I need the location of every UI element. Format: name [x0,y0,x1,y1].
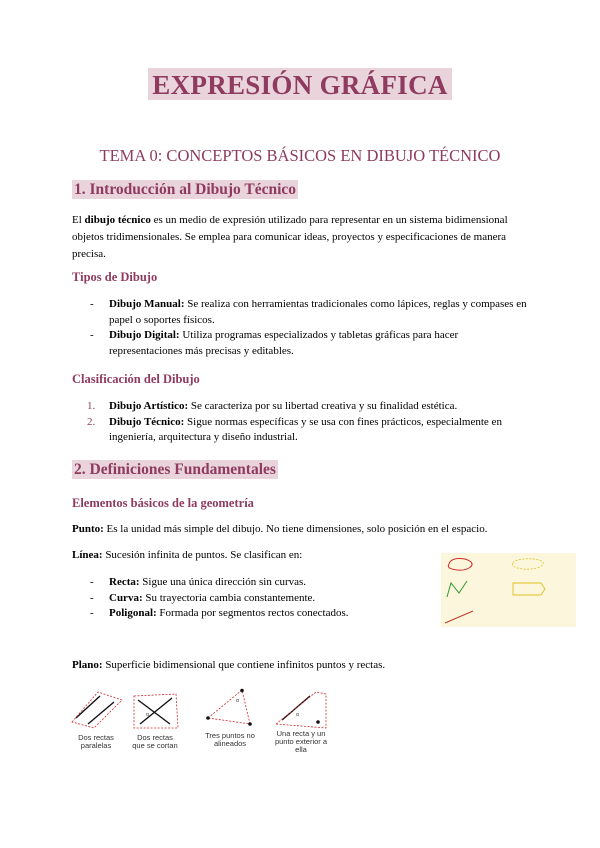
plane-caption: Una recta y un punto exterior a ella [274,729,328,754]
item-term: Dibujo Digital: [109,329,180,342]
plano-label: Plano: [72,659,103,671]
document-subtitle: TEMA 0: CONCEPTOS BÁSICOS EN DIBUJO TÉCNICO [99,146,501,165]
item-term: Curva: [109,591,143,604]
list-item [72,606,432,622]
plane-caption: Dos rectas que se cortan [132,733,178,750]
list-marker: - [90,607,94,620]
list-item [72,328,532,359]
section-1-heading-text: 1. Introducción al Dibujo Técnico [74,181,297,198]
plane-figures-drawing [70,688,340,732]
list-marker: 2. [87,415,96,428]
clasificacion-heading: Clasificación del Dibujo [72,372,200,386]
title-text: EXPRESIÓN GRÁFICA [148,68,451,100]
lineas-list [72,575,432,622]
linea-paragraph [72,547,432,564]
polyline-green [447,581,467,597]
straight-line-red [445,611,473,623]
item-text: Sigue una única dirección sin curvas. [139,576,307,588]
line-types-drawing [441,553,576,627]
section-1-heading [72,181,298,199]
polygon-yellow [513,583,545,595]
list-item [72,297,532,328]
tipos-list [72,297,532,359]
punto-label: Punto: [72,523,104,535]
list-item [72,575,432,591]
line-types-figure [441,553,576,627]
item-term: Recta: [109,576,140,588]
plano-paragraph [72,657,520,674]
svg-text:α: α [236,698,239,704]
list-marker: 1. [87,400,96,412]
list-item [72,399,532,415]
item-text: Sigue normas específicas y se usa con fines prácticos, especialmente en ingeniería, arquitectura y diseño industrial. [109,415,502,444]
item-term: Dibujo Manual: [109,298,185,310]
tipos-heading: Tipos de Dibujo [72,270,158,284]
list-item [72,591,432,607]
intro-post: es un medio de expresión utilizado para representar en un sistema bidimensional objetos tridimensionales. Se emplea para comunicar ideas, proyectos y especificaciones de manera precisa. [72,214,508,260]
list-marker: - [90,591,94,604]
svg-text:α: α [146,712,149,718]
curve-dashed-yellow [512,559,543,569]
item-text: Se realiza con herramientas tradicionales como lápices, reglas y compases en papel o soportes físicos. [109,298,527,326]
elementos-heading: Elementos básicos de la geometría [72,496,254,510]
plane-caption: Tres puntos no alineados [205,731,255,748]
punto-paragraph [72,521,520,538]
plano-text: Superficie bidimensional que contiene infinitos puntos y rectas. [102,659,386,671]
svg-text:α: α [296,712,299,718]
section-2-heading [72,461,278,479]
intro-paragraph [72,212,520,262]
item-term: Dibujo Artístico: [109,400,189,412]
plane-caption: Dos rectas paralelas [78,733,114,750]
item-text: Su trayectoria cambia constantemente. [142,591,316,604]
plane-figures [70,688,340,758]
punto-text: Es la unidad más simple del dibujo. No tiene dimensiones, solo posición en el espacio. [103,523,488,535]
item-term: Dibujo Técnico: [109,415,185,428]
intro-bold: dibujo técnico [84,214,151,226]
linea-text: Sucesión infinita de puntos. Se clasifican en: [102,549,303,561]
list-marker: - [90,576,94,588]
linea-label: Línea: [72,549,103,561]
section-2-heading-text: 2. Definiciones Fundamentales [74,461,276,478]
list-item [72,415,532,446]
item-text: Utiliza programas especializados y tabletas gráficas para hacer representaciones más precisas y editables. [109,329,459,357]
item-text: Se caracteriza por su libertad creativa y su finalidad estética. [188,400,458,412]
list-marker: - [90,298,94,310]
intro-pre: El [72,214,85,226]
item-term: Poligonal: [109,607,157,620]
curve-closed-red [448,558,472,570]
item-text: Formada por segmentos rectos conectados. [156,607,349,620]
clasificacion-list [72,399,532,446]
document-title [0,70,600,101]
list-marker: - [90,329,94,342]
